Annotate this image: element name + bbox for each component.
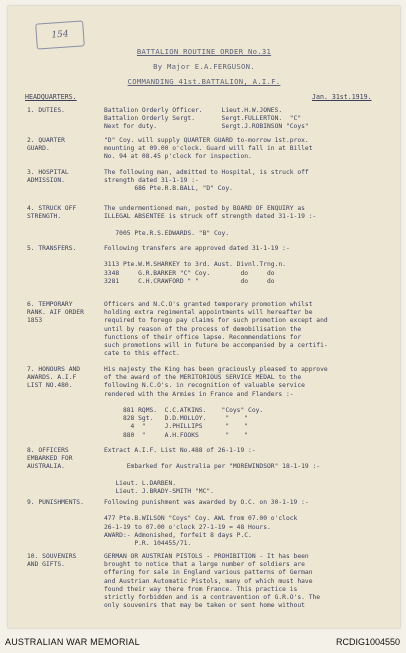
order-item-line: [104, 455, 390, 463]
order-item-line: AWARD:- Admonished, forfeit 8 days P.C.: [104, 531, 252, 539]
order-item-line: GERMAN OR AUSTRIAN PISTOLS - PROHIBITION - It has been: [104, 553, 309, 560]
order-item-heading: 6. TEMPORARY RANK. AIF ORDER 1853: [27, 301, 84, 325]
order-item-body: [104, 205, 390, 238]
order-item-line: "D" Coy. will supply QUARTER GUARD to-morrow 1st.prox.: [104, 137, 309, 144]
order-item-heading: 2. QUARTER GUARD.: [27, 137, 65, 153]
order-item-line: following N.C.O's. in recognition of valuable service: [104, 382, 305, 390]
order-item-body: [104, 137, 390, 162]
order-item-line: Lieut. J.BRADY-SMITH "MC".: [104, 487, 214, 495]
order-item-line: [104, 472, 390, 480]
order-item-line: 4 " J.PHILLIPS " ": [104, 423, 249, 431]
order-item-line: 3348 G.R.BARKER "C" Coy. do do: [104, 269, 275, 277]
order-item-line: Extract A.I.F. List No.488 of 26-1-19 :-: [104, 447, 256, 454]
order-item-heading: 5. TRANSFERS.: [27, 245, 77, 252]
order-item-line: holding extra regimental appointments will hereafter be: [104, 309, 313, 317]
order-item-line: Following punishment was awarded by O.C. on 30-1-19 :-: [104, 499, 309, 506]
order-item-heading: 10. SOUVENIRS AND GIFTS.: [27, 553, 77, 569]
order-item-line: offering for sale in England various patterns of German: [104, 569, 313, 577]
order-item-line: Battalion Orderly Sergt. Sergt.FULLERTON. "C": [104, 115, 302, 123]
order-item-heading: 3. HOSPITAL ADMISSION.: [27, 169, 69, 185]
order-authority: By Major E.A.FERGUSON.: [153, 62, 255, 71]
order-item-line: Embarked for Australia per "MOREWINDSOR" 18-1-19 :-: [104, 463, 321, 471]
order-item-heading: 7. HONOURS AND AWARDS. A.I.F LIST NO.480.: [27, 366, 81, 390]
order-item-line: [104, 399, 390, 407]
order-item-line: 7005 Pte.R.S.EDWARDS. "B" Coy.: [104, 229, 230, 237]
order-item-line: No. 94 at 08.45 p'clock for inspection.: [104, 153, 252, 161]
order-item-line: [104, 253, 390, 261]
order-item-line: strictly forbidden and is a contravention of G.R.O's. The: [104, 594, 321, 602]
order-item-line: 881 RQMS. C.C.ATKINS. "Coys" Coy.: [104, 407, 264, 414]
order-item-line: P.R. 104455/71.: [104, 540, 192, 547]
order-item-line: 880 " A.H.FOOKS " ": [104, 431, 249, 439]
order-item-line: Lieut. L.DARBEN.: [104, 479, 177, 487]
order-item-heading: 4. STRUCK OFF STRENGTH.: [27, 205, 77, 221]
order-item-body: [104, 301, 390, 358]
order-item-line: rendered with the Armies in France and Flanders :-: [104, 390, 294, 398]
archive-reference: RCDIG1004550: [335, 637, 400, 647]
order-item-line: Battalion Orderly Officer. Lieut.H.W.JONES.: [104, 107, 283, 114]
order-item-body: [104, 169, 390, 194]
order-item-line: functions of their office lapse. Recommendations for: [104, 333, 302, 341]
order-item-heading: 1. DUTIES.: [27, 107, 65, 114]
order-item-line: 477 Pte.B.WILSON "Coys" Coy. AWL from 07.00 o'clock: [104, 515, 298, 523]
order-item-line: The following man, admitted to Hospital, is struck off: [104, 169, 309, 176]
order-item-line: until by reason of the process of demobilisation the: [104, 325, 302, 333]
order-item-line: His majesty the King has been graciously pleased to approve: [104, 366, 328, 373]
order-item-line: 3281 C.H.CRAWFORD " " do do: [104, 277, 275, 285]
order-item-line: Next for duty. Sergt.J.ROBINSON "Coys": [104, 123, 309, 131]
order-item-line: cate to this effect.: [104, 350, 180, 358]
order-item-line: The undermentioned man, posted by BOARD OF ENQUIRY as: [104, 205, 305, 212]
order-item-line: brought to notice that a large number of soldiers are: [104, 561, 305, 569]
order-item-line: [104, 507, 390, 515]
order-item-body: [104, 245, 390, 286]
archive-credit: AUSTRALIAN WAR MEMORIAL: [5, 637, 140, 647]
order-date: Jan. 31st.1919.: [312, 93, 372, 101]
order-item-body: [104, 447, 390, 496]
order-item-heading: 9. PUNISHMENTS.: [27, 499, 84, 506]
order-item-line: 3113 Pte.W.M.SHARKEY to 3rd. Aust. Divnl.Trng.n.: [104, 261, 286, 269]
order-item-line: such promotions will in future be accompanied by a certifi-: [104, 342, 328, 350]
order-item-line: of the award of the MERITORIOUS SERVICE MEDAL to the: [104, 374, 302, 382]
order-item-body: [104, 499, 390, 548]
order-item-heading: 8. OFFICERS EMBARKED FOR AUSTRALIA.: [27, 447, 73, 471]
document-page: [8, 6, 400, 628]
page-number-stamp: 154: [35, 20, 85, 49]
order-item-body: [104, 553, 390, 610]
order-item-line: 686 Pte.R.B.BALL, "D" Coy.: [104, 185, 233, 193]
order-item-line: [104, 221, 390, 229]
order-title: BATTALION ROUTINE ORDER No.31: [136, 47, 272, 56]
order-item-body: [104, 366, 390, 440]
order-item-line: mounting at 09.00 o'clock. Guard will fall in at Billet: [104, 145, 313, 153]
order-item-line: 828 Sgt. D.D.MOLLOY. " ": [104, 415, 249, 423]
order-item-line: 26-1-19 to 07.00 o'clock 27-1-19 = 48 Hours.: [104, 523, 271, 531]
order-item-line: Officers and N.C.O's granted temporary promotion whilst: [104, 301, 313, 308]
order-item-body: [104, 107, 390, 132]
order-item-line: ILLEGAL ABSENTEE is struck off strength dated 31-1-19 :-: [104, 213, 317, 221]
headquarters-label: HEADQUARTERS.: [25, 93, 77, 101]
order-item-line: only souvenirs that may be taken or sent home without: [104, 602, 305, 610]
order-item-line: required to forego pay claims for such promotion except and: [104, 317, 328, 325]
order-item-line: strength dated 31-1-19 :-: [104, 177, 199, 185]
order-item-line: and Austrian Automatic Pistols, many of which must have: [104, 577, 313, 585]
order-item-line: found their way there from France. This practice is: [104, 585, 298, 593]
order-item-line: Following transfers are approved dated 31-1-19 :-: [104, 245, 290, 252]
order-command: COMMANDING 41st.BATTALION, A.I.F.: [127, 77, 281, 86]
